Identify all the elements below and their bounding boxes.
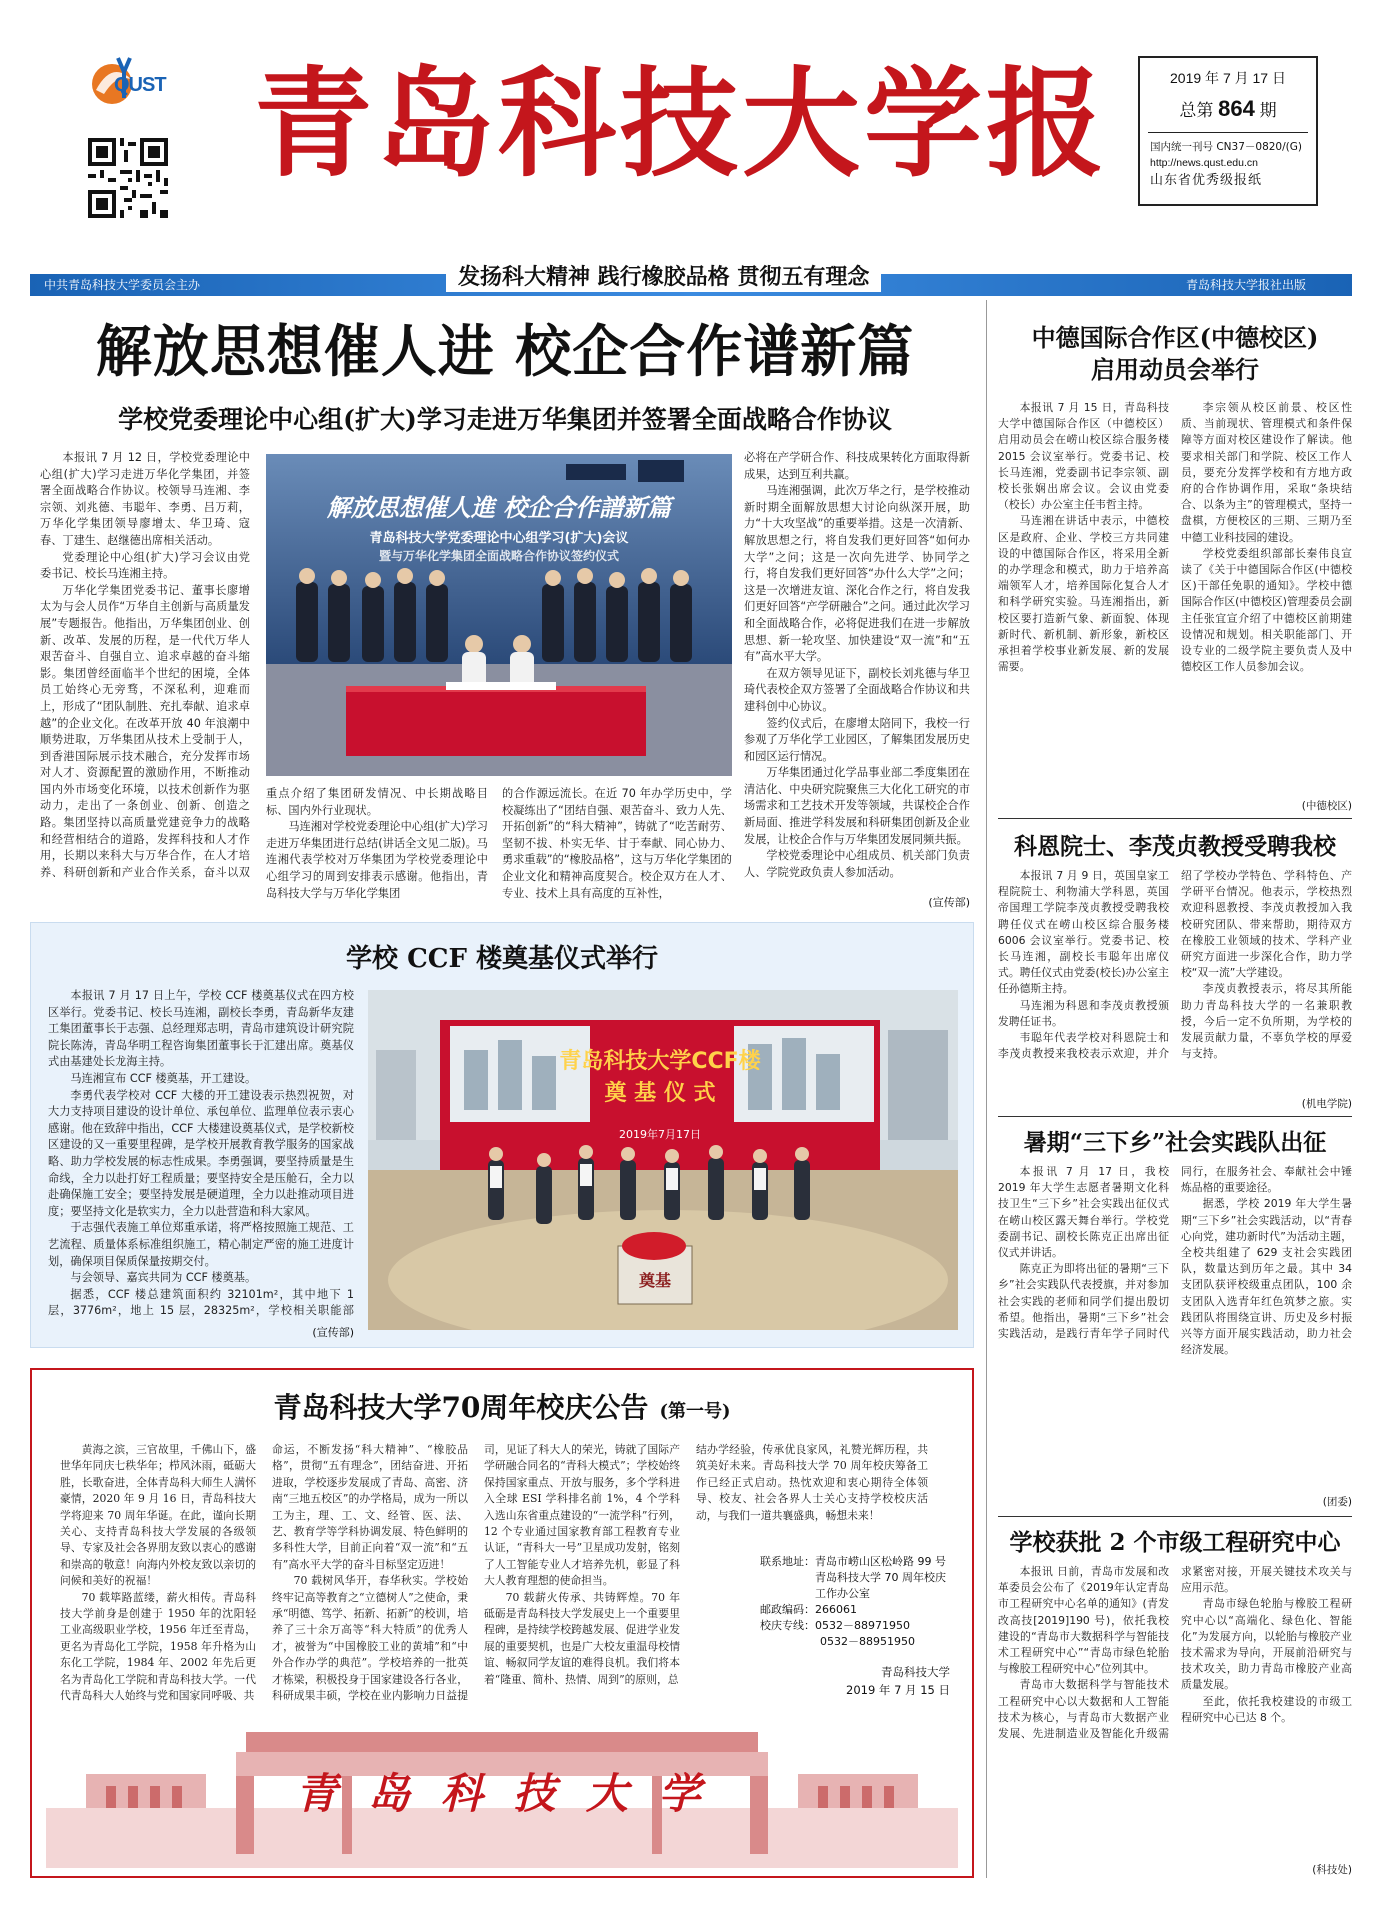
ccf-para: 本报讯 7 月 17 日上午，学校 CCF 楼奠基仪式在四方校区举行。党委书记、校长马连湘，副校长李勇，青岛新华友建工集团董事长于志强、总经理郑志明，青岛市建筑设计研究院院长陈涛，青岛华明工程咨询集团董事长于汇建出席。奠基仪式由基建处长龙海主持。 [48,989,354,1069]
anniv-para: 司，见证了科大人的荣光，铸就了国际产学研融合同名的“青科大模式”；学校始终保持国家重点、开放与服务，多个学科进入全球 ESI 学科排名前 1%，4 个学科入选山东省重点建设的“一流学科”行列，12 个专业通过国家教育部工程教育专业认证，“青科大一号”卫星成功发射，铭刻了人工智能专业人才培养先机，彰显了科大人教育理想的使命担当。 [484,1443,680,1588]
right1-body [998,400,1352,800]
masthead [0,0,1382,270]
anniv-contact [760,1554,950,1650]
lead-para: 万华集团通过化学品事业部二季度集团在清洁化、中央研究院聚焦三大化化工研究的市场需求和工艺技术开发等领域，共谋校企合作新局面、推进学科发展和科研集团创新及企业发展，让校企合作与万华集团发展同频共振。 [744,766,970,846]
right4-para: 至此，依托我校建设的市级工程研究中心已达 8 个。 [1181,1694,1352,1724]
lead-para: 在双方领导见证下，副校长刘兆德与华卫琦代表校企双方签署了全面战略合作协议和共建科创中心协议。 [744,666,970,713]
right4-headline: 学校获批 2 个市级工程研究中心 [1009,1529,1341,1556]
lead-para: 学校党委理论中心组成员、机关部门负责人、学院党政负责人参加活动。 [744,849,970,879]
contact-value: 0532－88951950 [820,1635,915,1648]
anniv-col-4 [696,1442,928,1538]
anniv-col-2 [272,1442,468,1706]
ccf-para: 李勇代表学校对 CCF 大楼的开工建设表示热烈祝贺，对大力支持项目建设的设计单位、承包单位、监理单位表示衷心感谢。他在致辞中指出，CCF 大楼建设奠基仪式，是学校新校区建设的又一重要里程碑，是学校开展教育教学服务的国家战略、助力学校发展的标志性成果。李勇强调，要坚持质量是生命线，全力以赴打好工程质量；要坚持安全是压舱石，全力以赴确保施工安全；要坚持发展是硬道理，全力以赴推动项目进度；要坚持文化是软实力，全力以赴营造和科大家风。 [48,1088,354,1218]
right1-para: 学校党委组织部部长秦伟良宣读了《关于中德国际合作区(中德校区)干部任免职的通知》。学校中德国际合作区(中德校区)管理委员会副主任张宜宣介绍了中德校区前期建设情况和规划。相关职能部门、开设专业的二级学院主要负责人及中德校区工作人员参加会议。 [1181,546,1352,674]
right3-para: 本报讯 7 月 17 日，我校 2019 年大学生志愿者暑期文化科技卫生“三下乡”社会实践出征仪式在崂山校区露天舞台举行。学校党委副书记、副校长陈克正出席出征仪式并讲话。 [998,1165,1169,1260]
ccf-photo-date: 2019年7月17日 [619,1128,701,1141]
right-divider-3 [998,1516,1352,1517]
right2-para: 本报讯 7 月 9 日，英国皇家工程院院士、利物浦大学科恩，英国帝国理工学院李茂贞教授受聘我校聘任仪式在崂山校区综合服务楼 6006 会议室举行。党委书记、校长马连湘，副校长韦聪年出席仪式。聘任仪式由党委(校长)办公室主任孙德斯主持。 [998,869,1169,996]
newspaper-title: 青岛科技大学报 [254,54,1109,193]
right1-headline [998,322,1352,386]
right1-para: 本报讯 7 月 15 日，青岛科技大学中德国际合作区（中德校区）启用动员会在崂山校区综合服务楼 2015 会议室举行。党委书记、校长马连湘，党委副书记李宗领、副校长张娴出席会议。会议由党委（校长）办公室主任韦哲主持。 [998,401,1169,512]
award-text: 山东省优秀级报纸 [1150,173,1263,188]
lead-para: 马连湘强调，此次万华之行，是学校推动新时期全面解放思想大讨论向纵深开展，助力“十大攻坚战”的重要举措。这是一次清新、解放思想之行，将自发我们更好回答“如何办大学”之问；这是一次向先进学、协同学之行，将自发我们更好回答“办什么大学”之问；这是一次增进友谊、深化合作之行，将自发我们更好回答“产学研融合”之问。通过此次学习和全面战略合作，必将促进我们在进一步解放思想、新一轮攻坚、加快建设“双一流”和“五有”高水平大学。 [744,484,970,664]
right3-signature: (团委) [1322,1496,1352,1508]
campus-gate-icon [46,1712,958,1868]
anniv-para: 黄海之滨，三官故里，千佛山下，盛世华年同庆七秩华年；栉风沐雨，砥砺大胜，长歌奋进，全体青岛科大师生人满怀豪情，2020 年 9 月 16 日，青岛科技大学将迎来 70 周年华诞。在此，谨向长期关心、支持青岛科技大学发展的各级领导、专家及社会各界朋友致以衷心的感谢和崇高的敬意！向海内外校友致以亲切的问候和美好的祝福！ [60,1443,256,1588]
ccf-photo[interactable] [368,990,958,1330]
publisher-label: 青岛科技大学报社出版 [1186,278,1307,292]
lead-para: 党委理论中心组(扩大)学习会议由党委书记、校长马连湘主持。 [40,550,250,581]
right3-headline: 暑期“三下乡”社会实践队出征 [1023,1129,1327,1156]
lead-para: 万华化学集团党委书记、董事长廖增太为与会人员作“万华自主创新与高质量发展”专题报告。他指出，万华集团创业、创新、改革、发展的历程，是一代代万华人艰苦奋斗、自强自立、追求卓越的奋斗缩影。集团曾经面临半个世纪的困境，全体员工始终心无旁骛，不深私利，迎难而上，形成了“团队制胜、充扎奉献、追求卓越”的企业文化。在改革开放 40 年浪潮中顺势进取，万华集团从技术上受制于人，到香港国际展示技术融合，充分发挥市场对人才、资源配置的激励作用，不断推动国内外市场变化环境，以技术创新作为驱动力，走出了一条创业、创新、创造之路。集团坚持以高质量党建竞争力的战略和经营相结合的道路，发挥科技和人才作用，长期以来科大与万华合作，在人才培养、科研创新和产业合作关系，奋斗以双 [40,583,250,879]
right3-para: 陈克正为即将出征的暑期“三下乡”社会实践队代表授旗，并对参加社会实践的老师和同学们提出殷切希望。他指出，暑期“三下乡”社会实践活动，是践行青年学子同时代同行，在服务社会、奉献社会中锤炼品格的重要途径。 [998,1165,1352,1341]
lead-col-mid-b [502,786,732,910]
ccf-para: 据悉，CCF 楼总建筑面积约 32101m²，其中地下 1 层，3776m²，地上 15 层，28325m²，学校相关职能部 [48,1287,354,1318]
campus-gate-illustration [46,1712,958,1868]
ccf-photo-sign-line1: 青岛科技大学CCF楼 [559,1049,761,1074]
qr-code[interactable] [84,134,172,222]
qr-code-icon [84,134,172,222]
contact-value: 266061 [815,1603,857,1616]
right2-para: 韦聪年代表学校对科恩院士和李茂贞教授来我校表示欢迎，并介绍了学校办学特色、学科特色、产学研平台情况。他表示，学校热烈欢迎科恩教授、李茂贞教授加入我校研究团队、带来帮助，期待双方在橡胶工业领域的技术、学科产业研究方面进一步深化合作，助力学校“双一流”大学建设。 [998,869,1352,1061]
lead-para: 必将在产学研合作、科技成果转化方面取得新成果，达到互利共赢。 [744,451,970,481]
ccf-col [48,988,354,1328]
right1-para: 马连湘在讲话中表示，中德校区是政府、企业、学校三方共同建设的中德国际合作区，将采用全新的办学理念和模式，助力于培养高端领军人才，培养国际化复合人才和科学研究实验。马连湘指出，新校区要打造新气象、新面貌、体现新时代、新机制、新形象，新校区承担着学校事业新发展、新的发展需要。 [998,514,1169,674]
right1-title: 中德国际合作区(中德校区) [1031,323,1319,352]
slogan: 发扬科大精神 践行橡胶品格 贯彻五有理念 [446,262,881,292]
contact-row [760,1618,950,1634]
contact-value: 0532－88971950 [815,1619,910,1632]
lead-col-right [744,450,970,892]
logo-text: QUST [114,74,166,96]
contact-row [760,1602,950,1618]
right-divider-2 [998,1116,1352,1117]
right1-signature: (中德校区) [1301,800,1352,812]
issue-date: 2019 年 7 月 17 日 [1170,70,1286,86]
photo-banner-text: 解放思想催人進 校企合作譜新篇 [326,493,672,522]
anniv-para: 70 载筚路蓝缕，薪火相传。青岛科技大学前身是创建于 1950 年的沈阳轻工业高级职业学校，1956 年迁至青岛，更名为青岛化工学院，1958 年升格为山东化工学院，1984 年、2002 年先后更名为青岛化工学院和青岛科技大学。一代代青岛科大人始终与党和国家同呼吸、共 [60,1590,256,1703]
gate-text: 青 岛 科 技 大 学 [295,1769,709,1818]
anniv-col-3 [484,1442,680,1706]
groundbreaking-image [368,990,958,1330]
right1-title2: 启用动员会举行 [1091,355,1259,384]
contact-value: 青岛市崂山区松岭路 99 号青岛科技大学 70 周年校庆工作办公室 [815,1555,946,1600]
lead-para: 的合作源远流长。在近 70 年办学历史中，学校凝练出了“团结自强、艰苦奋斗、致力人先、开拓创新”的“科大精神”，铸就了“吃苦耐劳、坚韧不拔、朴实无华、甘于奉献、同心协力、勇求重载”的“橡胶品格”，这与万华化学集团的企业文化和精神高度契合。校企双方在人才、专业、技术上具有高度的互补性， [502,787,732,900]
right4-para: 本报讯 日前，青岛市发展和改革委员会公布了《2019年认定青岛市工程研究中心名单的通知》(青发改高技[2019]190 号)，依托我校建设的“青岛市大数据科学与智能技术工程研究中心”“青岛市绿色轮胎与橡胶工程研究中心”位列其中。 [998,1565,1169,1676]
university-logo [88,50,168,116]
anniv-col-1 [60,1442,256,1706]
right1-para: 李宗领从校区前景、校区性质、当前现状、管理模式和条件保障等方面对校区建设作了解读。他要求相关部门和学院、校区工作人员，要充分发挥学校和有方地方政府的合作协调作用，采取“条块结合、以条为主”的管理模式，坚持一盘棋，方便校区的三期、三期乃至中德工业科技园的建设。 [1181,401,1352,544]
ccf-photo-sign-line2: 奠 基 仪 式 [604,1081,716,1106]
lead-para: 本报讯 7 月 12 日，学校党委理论中心组(扩大)学习走进万华化学集团，并签署全面战略合作协议。校领导马连湘、李宗领、刘兆德、韦聪年、李勇、吕万莉，万华化学集团领导廖增太、华卫琦、寇春、丁建生、赵继德出席相关活动。 [40,451,250,547]
lead-para: 重点介绍了集团研发情况、中长期战略目标、国内外行业现状。 [266,787,488,817]
anniv-para: 命运，不断发扬“科大精神”、“橡胶品格”，贯彻“五有理念”，团结奋进、开拓进取，学校逐步发展成了青岛、高密、济南“三地五校区”的办学格局，成为一所以工为主，理、工、文、经管、医、法、艺、教育学等学科协调发展、特色鲜明的多科性大学，目前正向着“双一流”和“五有”高水平大学的奋斗目标坚定迈进！ [272,1443,468,1571]
anniv-sign-org: 青岛科技大学 [881,1665,950,1679]
lead-signature: (宣传部) [928,896,970,909]
anniversary-heading [30,1386,974,1426]
issue-number [1140,96,1316,122]
right-divider-1 [998,818,1352,819]
issue-no: 864 [1218,96,1255,121]
photo-stage-text-2: 暨与万华化学集团全面战略合作协议签约仪式 [378,549,620,563]
lead-para: 马连湘对学校党委理论中心组(扩大)学习走进万华集团进行总结(讲话全文见二版)。马连湘代表学校对万华集团为学校党委理论中心组学习的周到安排表示感谢。他指出，青岛科技大学与万华化学集团 [266,820,488,900]
anniv-para: 70 载树风华开，春华秋实。学校始终牢记高等教育之“立德树人”之使命，秉承“明德、笃学、拓新、拓新”的校训，培养了三十余万高等“科大特质”的优秀人才，被誉为“中国橡胶工业的黄埔”和“中外合作办学的典范”。学校培养的一批英才栋梁，积极投身于国家建设各行各业，科研成果丰硕，学校在业内影响力日益提 [272,1574,468,1703]
signing-ceremony-image [266,454,732,776]
contact-label: 邮政编码： [760,1603,815,1616]
lead-col-left [40,450,250,910]
right2-body [998,868,1352,1110]
contact-row [760,1634,950,1650]
ccf-signature: (宣传部) [312,1326,354,1339]
lead-subheadline: 学校党委理论中心组(扩大)学习走进万华集团并签署全面战略合作协议 [118,405,892,434]
right4-para: 青岛市大数据科学与智能技术工程研究中心以大数据和人工智能技术为核心，与青岛市大数据产业发展、先进制造业及智能化升级需求紧密对接，开展关键技术攻关与应用示范。 [998,1565,1352,1741]
lead-col-mid-a [266,786,488,910]
ccf-para: 于志强代表施工单位郑重承诺，将严格按照施工规范、工艺流程、质量体系标准组织施工，精心制定严密的施工进度计划，确保项目保质保量按期交付。 [48,1221,354,1268]
right2-signature: (机电学院) [1301,1098,1352,1110]
contact-label: 联系地址： [760,1555,815,1568]
website-url[interactable]: http://news.qust.edu.cn [1150,157,1258,169]
right-column-divider [986,300,987,1878]
ccf-para: 马连湘宣布 CCF 楼奠基，开工建设。 [70,1071,257,1085]
anniv-para: 70 载薪火传承、共铸辉煌。70 年砥砺是青岛科技大学发展史上一个重要里程碑，是持续学校跨越发展、促进学业发展的重要契机，也是广大校友重温母校情谊、畅叙同学友谊的难得良机。我们将本着“隆重、简朴、热情、周到”的原则，总 [484,1590,680,1686]
anniversary-subtitle: (第一号) [659,1401,731,1422]
anniversary-title: 青岛科技大学70周年校庆公告 [273,1391,649,1424]
lead-para: 签约仪式后，在廖增太陪同下，我校一行参观了万华化学工业园区，了解集团发展历史和园区运行情况。 [744,716,970,763]
ccf-photo-stone-text: 奠基 [638,1271,672,1290]
right4-para: 青岛市绿色轮胎与橡胶工程研究中心以“高端化、绿色化、智能化”为发展方向，以轮胎与橡胶产业技术需求为导向，开展前沿研究与技术攻关，助力青岛市橡胶产业高质量发展。 [1181,1597,1352,1692]
right2-para: 马连湘为科恩和李茂贞教授颁发聘任证书。 [998,998,1169,1028]
organizer-label: 中共青岛科技大学委员会主办 [44,278,201,292]
issue-info-box [1138,56,1318,206]
cn-number: 国内统一刊号 CN37－0820/(G) [1150,141,1302,153]
issue-suffix: 期 [1259,101,1277,121]
issue-prefix: 总第 [1179,101,1214,121]
right3-para: 据悉，学校 2019 年大学生暑期“三下乡”社会实践活动，以“青春心向党，建功新时代”为活动主题，全校共组建了 629 支社会实践团队，数量达到历年之最。其中 34 支团队获评校级重点团队，100 余支团队入选青年红色筑梦之旅。实践团队将围绕宣讲、历史及乡村振兴等方面开展实践活动，助力社会经济发展。 [1181,1197,1352,1357]
ccf-para: 与会领导、嘉宾共同为 CCF 楼奠基。 [70,1271,257,1285]
ccf-headline: 学校 CCF 楼奠基仪式举行 [346,944,658,974]
photo-stage-text: 青岛科技大学党委理论中心组学习(扩大)会议 [369,531,629,546]
contact-label: 校庆专线： [760,1619,815,1632]
right3-body [998,1164,1352,1512]
anniv-para: 结办学经验，传承优良家风，礼赞光辉历程，共筑美好未来。青岛科技大学 70 周年校庆筹备工作已经正式启动。热忱欢迎和衷心期待全体领导、校友、社会各界人士关心支持学校校庆活动，与我们一道共襄盛典，畅想未来！ [696,1443,928,1522]
anniv-sign-date: 2019 年 7 月 15 日 [846,1683,950,1697]
contact-row [760,1554,950,1602]
right2-headline: 科恩院士、李茂贞教授受聘我校 [1014,833,1336,860]
lead-photo[interactable] [266,454,732,776]
right4-body [998,1564,1352,1864]
lead-headline: 解放思想催人进 校企合作谱新篇 [95,319,915,385]
right2-para: 李茂贞教授表示，将尽其所能助力青岛科技大学的一名兼职教授，今后一定不负所期，为学校的发展贡献力量，不辜负学校的厚爱与支持。 [1181,982,1352,1061]
right4-signature: (科技处) [1312,1864,1352,1876]
